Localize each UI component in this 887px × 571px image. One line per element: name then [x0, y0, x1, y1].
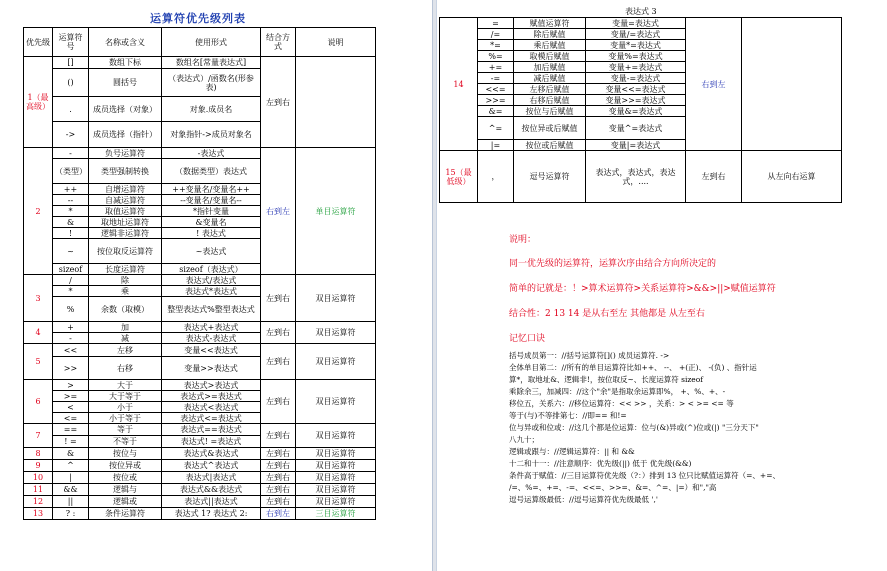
operator-cell: >>=: [478, 95, 514, 106]
memo-line: 等于(与)不等排第七：//即== 和!=: [509, 411, 627, 420]
name-cell: 左移后赋值: [514, 84, 586, 95]
name-cell: 加后赋值: [514, 62, 586, 73]
usage-cell: 表达式 1? 表达式 2:: [162, 508, 261, 520]
usage-cell: 表达式||表达式: [162, 496, 261, 508]
name-cell: 赋值运算符: [514, 18, 586, 29]
operator-cell: &: [53, 448, 89, 460]
explanation-title: 说明：: [509, 235, 537, 245]
name-cell: 自增运算符: [89, 184, 162, 195]
header-cell: 名称或含义: [89, 28, 162, 57]
operator-table-continued: [439, 17, 842, 203]
name-cell: 乘后赋值: [514, 40, 586, 51]
table-row: [24, 344, 376, 357]
operator-cell: ^=: [478, 117, 514, 140]
usage-cell: 整型表达式%整型表达式: [162, 297, 261, 322]
note-cell: 双目运算符: [296, 275, 376, 322]
usage-cell: *指针变量: [162, 206, 261, 217]
memo-title: 记忆口诀: [509, 334, 546, 344]
operator-cell: *: [53, 286, 89, 297]
memo-line: 全体单目第二：//所有的单目运算符比如++、 --、 +(正)、 -(负) 、指针运: [509, 363, 757, 372]
usage-cell: 表达式^表达式: [162, 460, 261, 472]
usage-cell: 变量<<=表达式: [586, 84, 686, 95]
name-cell: 条件运算符: [89, 508, 162, 520]
name-cell: 成员选择（指针）: [89, 122, 162, 148]
memo-line: 十二和十一：//注意顺序：优先级(||) 低于 优先级(&&): [509, 459, 692, 468]
operator-cell: <=: [53, 413, 89, 424]
operator-cell: *: [53, 206, 89, 217]
note-cell: 单目运算符: [296, 148, 376, 275]
table-row: [24, 322, 376, 333]
usage-cell: 数组名[常量表达式]: [162, 57, 261, 69]
usage-cell: ! 表达式: [162, 228, 261, 239]
header-cell: 说明: [296, 28, 376, 57]
name-cell: 乘: [89, 286, 162, 297]
name-cell: 大于: [89, 380, 162, 391]
operator-cell: （类型）: [53, 159, 89, 184]
usage-cell: 变量/=表达式: [586, 29, 686, 40]
note-cell: 双目运算符: [296, 322, 376, 344]
table-row: [24, 484, 376, 496]
operator-cell: ~: [53, 239, 89, 264]
usage-cell: 变量%=表达式: [586, 51, 686, 62]
table-row: [24, 460, 376, 472]
note-cell: [296, 57, 376, 148]
usage-cell: 表达式&表达式: [162, 448, 261, 460]
operator-cell: >: [53, 380, 89, 391]
operator-cell: ==: [53, 424, 89, 436]
usage-cell: 变量&=表达式: [586, 106, 686, 117]
operator-cell: >>: [53, 357, 89, 380]
memo-line: 乘除余三，加减四：//这个"余"是指取余运算即%， +、%、+、-: [509, 387, 726, 396]
name-cell: 自减运算符: [89, 195, 162, 206]
usage-cell: 变量^=表达式: [586, 117, 686, 140]
priority-cell: 12: [24, 496, 53, 508]
operator-cell: &&: [53, 484, 89, 496]
usage-cell: ++变量名/变量名++: [162, 184, 261, 195]
associativity-cell: 左到右: [261, 322, 296, 344]
usage-cell: 表达式==表达式: [162, 424, 261, 436]
table-row: [440, 18, 842, 29]
note-cell: 双目运算符: [296, 448, 376, 460]
usage-cell: --变量名/变量名--: [162, 195, 261, 206]
usage-cell: 变量<<表达式: [162, 344, 261, 357]
operator-cell: /: [53, 275, 89, 286]
usage-cell: 变量>>表达式: [162, 357, 261, 380]
name-cell: 右移: [89, 357, 162, 380]
priority-cell: 14: [440, 18, 478, 151]
associativity-cell: 左到右: [261, 472, 296, 484]
note-cell: 双目运算符: [296, 484, 376, 496]
name-cell: 除后赋值: [514, 29, 586, 40]
usage-cell: &变量名: [162, 217, 261, 228]
memo-line: 八九十；: [509, 435, 539, 444]
usage-cell: 对象指针->成员对象名: [162, 122, 261, 148]
name-cell: 取模后赋值: [514, 51, 586, 62]
name-cell: 按位异或后赋值: [514, 117, 586, 140]
usage-cell: sizeof（表达式）: [162, 264, 261, 275]
operator-cell: ||: [53, 496, 89, 508]
name-cell: 按位与后赋值: [514, 106, 586, 117]
operator-cell: -=: [478, 73, 514, 84]
usage-cell: -表达式: [162, 148, 261, 159]
table-row: [24, 424, 376, 436]
note-cell: 双目运算符: [296, 380, 376, 424]
operator-cell: %: [53, 297, 89, 322]
name-cell: 左移: [89, 344, 162, 357]
operator-cell: ^: [53, 460, 89, 472]
priority-cell: 7: [24, 424, 53, 448]
explanation-line-2: 简单的记就是：！>算术运算符>关系运算符>&&>||>赋值运算符: [509, 284, 776, 294]
operator-cell: --: [53, 195, 89, 206]
table-row: [24, 472, 376, 484]
header-cell: 运算符号: [53, 28, 89, 57]
usage-cell: ~表达式: [162, 239, 261, 264]
name-cell: 小于等于: [89, 413, 162, 424]
usage-cell: 表达式*表达式: [162, 286, 261, 297]
priority-cell: 2: [24, 148, 53, 275]
operator-cell: /=: [478, 29, 514, 40]
associativity-cell: 左到右: [261, 380, 296, 424]
name-cell: 右移后赋值: [514, 95, 586, 106]
note-cell: [742, 18, 842, 151]
note-cell: 从左向右运算: [742, 151, 842, 203]
name-cell: 取值运算符: [89, 206, 162, 217]
associativity-cell: 左到右: [686, 151, 742, 203]
name-cell: 圆括号: [89, 69, 162, 97]
operator-cell: ++: [53, 184, 89, 195]
usage-cell: 对象.成员名: [162, 97, 261, 122]
operator-cell: |=: [478, 140, 514, 151]
priority-cell: 1（最高级）: [24, 57, 53, 148]
usage-cell: 表达式+表达式: [162, 322, 261, 333]
operator-cell: -: [53, 148, 89, 159]
operator-cell: <<: [53, 344, 89, 357]
header-cell: 使用形式: [162, 28, 261, 57]
priority-cell: 5: [24, 344, 53, 380]
name-cell: 取地址运算符: [89, 217, 162, 228]
memo-line: 位与异或和位或：//这几个都是位运算：位与(&)异或(^)位或(|) "三分天下": [509, 423, 759, 432]
associativity-cell: 右到左: [261, 508, 296, 520]
associativity-cell: 左到右: [261, 496, 296, 508]
associativity-cell: 左到右: [261, 275, 296, 322]
usage-cell: 变量=表达式: [586, 18, 686, 29]
name-cell: 成员选择（对象）: [89, 97, 162, 122]
priority-cell: 8: [24, 448, 53, 460]
name-cell: 除: [89, 275, 162, 286]
usage-cell: 表达式! =表达式: [162, 436, 261, 448]
memo-line: /=、%=、+=、-=、<<=、>>=、&=、^=、|=）和","高: [509, 483, 717, 492]
name-cell: 逻辑或: [89, 496, 162, 508]
name-cell: 按位异或: [89, 460, 162, 472]
usage-cell: 变量|=表达式: [586, 140, 686, 151]
explanation-line-3: 结合性：2 13 14 是从右至左 其他都是 从左至右: [509, 309, 705, 319]
operator-cell: ->: [53, 122, 89, 148]
note-cell: 双目运算符: [296, 424, 376, 448]
name-cell: 减后赋值: [514, 73, 586, 84]
memo-line: 算*，取地址&、逻辑非!，按位取反~、长度运算符 sizeof: [509, 375, 704, 384]
name-cell: 按位或后赋值: [514, 140, 586, 151]
usage-cell: 变量-=表达式: [586, 73, 686, 84]
priority-cell: 9: [24, 460, 53, 472]
name-cell: 大于等于: [89, 391, 162, 402]
usage-cell: 表达式-表达式: [162, 333, 261, 344]
associativity-cell: 右到左: [686, 18, 742, 151]
note-cell: 双目运算符: [296, 344, 376, 380]
priority-cell: 3: [24, 275, 53, 322]
table-row: [24, 448, 376, 460]
operator-cell: []: [53, 57, 89, 69]
note-cell: 双目运算符: [296, 496, 376, 508]
usage-cell: 变量>>=表达式: [586, 95, 686, 106]
operator-cell: +=: [478, 62, 514, 73]
priority-cell: 6: [24, 380, 53, 424]
operator-cell: !: [53, 228, 89, 239]
operator-table: [23, 27, 376, 520]
usage-cell: 表达式/表达式: [162, 275, 261, 286]
name-cell: 数组下标: [89, 57, 162, 69]
priority-cell: 13: [24, 508, 53, 520]
name-cell: 逻辑非运算符: [89, 228, 162, 239]
name-cell: 按位取反运算符: [89, 239, 162, 264]
table-row: [24, 508, 376, 520]
operator-cell: *=: [478, 40, 514, 51]
operator-cell: %=: [478, 51, 514, 62]
name-cell: 小于: [89, 402, 162, 413]
operator-cell: sizeof: [53, 264, 89, 275]
usage-cell: 表达式<=表达式: [162, 413, 261, 424]
name-cell: 负号运算符: [89, 148, 162, 159]
name-cell: 不等于: [89, 436, 162, 448]
name-cell: 余数（取模）: [89, 297, 162, 322]
operator-cell: &=: [478, 106, 514, 117]
table-row: [24, 148, 376, 159]
operator-cell: ! =: [53, 436, 89, 448]
memo-line: 逗号运算级最低：//逗号运算符优先级最低 ',': [509, 495, 658, 504]
name-cell: 类型强制转换: [89, 159, 162, 184]
associativity-cell: 左到右: [261, 484, 296, 496]
priority-cell: 11: [24, 484, 53, 496]
operator-cell: <<=: [478, 84, 514, 95]
left-page: [0, 0, 432, 571]
name-cell: 逻辑与: [89, 484, 162, 496]
usage-cell: 表达式>=表达式: [162, 391, 261, 402]
usage-cell: 变量+=表达式: [586, 62, 686, 73]
operator-cell: (): [53, 69, 89, 97]
usage-cell: 表达式|表达式: [162, 472, 261, 484]
associativity-cell: 左到右: [261, 344, 296, 380]
usage-cell: （数据类型）表达式: [162, 159, 261, 184]
note-cell: 三目运算符: [296, 508, 376, 520]
name-cell: 等于: [89, 424, 162, 436]
operator-cell: ，: [478, 151, 514, 203]
name-cell: 加: [89, 322, 162, 333]
operator-cell: -: [53, 333, 89, 344]
header-cell: 优先级: [24, 28, 53, 57]
name-cell: 长度运算符: [89, 264, 162, 275]
operator-cell: =: [478, 18, 514, 29]
associativity-cell: 左到右: [261, 424, 296, 448]
operator-cell: |: [53, 472, 89, 484]
table-row: [24, 275, 376, 286]
usage-cell: 表达式&&表达式: [162, 484, 261, 496]
priority-cell: 10: [24, 472, 53, 484]
operator-cell: ? :: [53, 508, 89, 520]
priority-cell: 4: [24, 322, 53, 344]
table-row: [24, 496, 376, 508]
usage-cell: 表达式>表达式: [162, 380, 261, 391]
table-row: [440, 151, 842, 203]
operator-cell: &: [53, 217, 89, 228]
usage-cell: （表达式）/函数名(形参表): [162, 69, 261, 97]
name-cell: 按位或: [89, 472, 162, 484]
explanation-line-1: 同一优先级的运算符，运算次序由结合方向所决定的: [509, 259, 717, 269]
associativity-cell: 左到右: [261, 448, 296, 460]
memo-line: 逻辑或跟与：//逻辑运算符：|| 和 &&: [509, 447, 635, 456]
usage-cell: 表达式<表达式: [162, 402, 261, 413]
table-title: 运算符优先级列表: [150, 12, 246, 25]
associativity-cell: 左到右: [261, 57, 296, 148]
right-page: [437, 0, 887, 571]
note-cell: 双目运算符: [296, 460, 376, 472]
memo-line: 移位五，关系六：//移位运算符：<< >> ，关系：> < >= <= 等: [509, 399, 734, 408]
usage-cell: 表达式，表达式，表达式，....: [586, 151, 686, 203]
name-cell: 逗号运算符: [514, 151, 586, 203]
table-row: [24, 57, 376, 69]
table-header-row: [24, 28, 376, 57]
operator-cell: +: [53, 322, 89, 333]
memo-line: 条件高于赋值：//三目运算符优先级（?：）排到 13 位只比赋值运算符（=、+=、: [509, 471, 780, 480]
header-cell: 结合方式: [261, 28, 296, 57]
usage-cell: 变量*=表达式: [586, 40, 686, 51]
table-row: [24, 380, 376, 391]
memo-line: 括号成员第一：//括号运算符[]() 成员运算符. ->: [509, 351, 670, 360]
name-cell: 减: [89, 333, 162, 344]
operator-cell: <: [53, 402, 89, 413]
operator-cell: >=: [53, 391, 89, 402]
associativity-cell: 右到左: [261, 148, 296, 275]
priority-cell: 15（最低级）: [440, 151, 478, 203]
continued-expression: 表达式 3: [625, 7, 657, 16]
note-cell: 双目运算符: [296, 472, 376, 484]
name-cell: 按位与: [89, 448, 162, 460]
associativity-cell: 左到右: [261, 460, 296, 472]
operator-cell: .: [53, 97, 89, 122]
